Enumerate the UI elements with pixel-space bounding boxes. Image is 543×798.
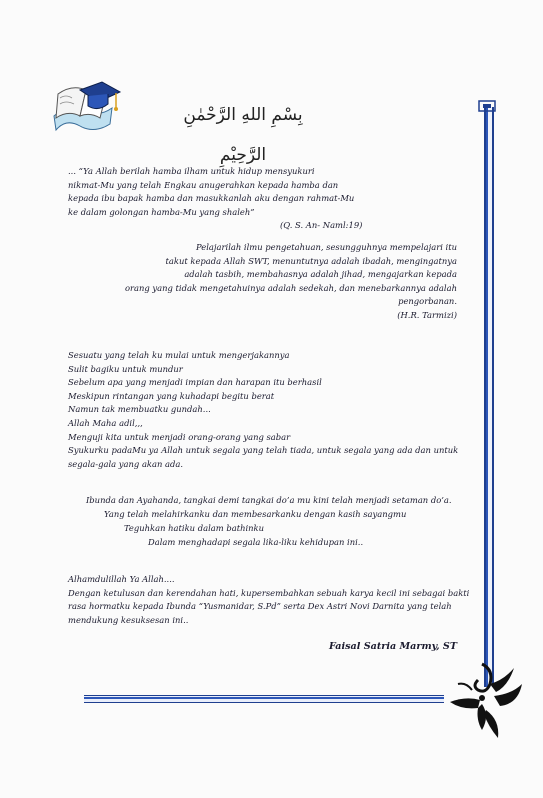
closing-block [68, 573, 469, 627]
poem-line: Namun tak membuatku gundah... [68, 404, 211, 415]
parents-dedication-line: Yang telah melahirkanku dan membesarkanku dengan kasih sayangmu [104, 509, 407, 519]
frame-horizontal-inner-rule [84, 697, 444, 699]
closing-line: Alhamdulillah Ya Allah.... [68, 574, 175, 584]
hadith-line: Pelajarilah ilmu pengetahuan, sesungguhnya mempelajari itu [196, 242, 457, 252]
parents-dedication-line: Teguhkan hatiku dalam bathinku [124, 523, 265, 533]
poem-block [68, 349, 458, 471]
graduation-cap-scroll-icon [50, 72, 122, 142]
poem-line: Meskipun rintangan yang kuhadapi begitu berat [68, 390, 275, 401]
hadith-line: takut kepada Allah SWT, menuntutnya adalah ibadah, mengingatnya [165, 255, 457, 266]
floral-corner-ornament-icon [442, 660, 524, 740]
hadith-line: pengorbanan. [398, 296, 457, 307]
closing-line: mendukung kesuksesan ini.. [68, 614, 189, 625]
poem-line: Syukurku padaMu ya Allah untuk segala yang telah tiada, untuk segala yang ada dan untuk [68, 445, 459, 456]
poem-line: Sebelum apa yang menjadi impian dan harapan itu berhasil [68, 377, 322, 388]
poem-line: Allah Maha adil,,, [68, 417, 143, 428]
verse-source: (Q. S. An- Naml:19) [280, 220, 363, 230]
poem-line: segala-gala yang akan ada. [68, 458, 184, 469]
parents-dedication-line: Dalam menghadapi segala lika-liku kehidupan ini.. [148, 537, 364, 547]
quran-verse [68, 165, 354, 219]
parents-dedication-line: Ibunda dan Ayahanda, tangkai demi tangkai do’a mu kini telah menjadi setaman do’a. [86, 495, 452, 505]
frame-top-knot [477, 99, 497, 113]
closing-line: rasa hormatku kepada Ibunda “Yusmanidar, S.Pd” serta Dex Astri Novi Darnita yang telah [68, 601, 452, 612]
basmalah-calligraphy: بِسْمِ اللهِ الرَّحْمٰنِ الرَّحِيْمِ [183, 105, 303, 165]
hadith-source: (H.R. Tarmizi) [397, 309, 457, 320]
closing-line: Dengan ketulusan dan kerendahan hati, kupersembahkan sebuah karya kecil ini sebagai bakti [68, 587, 470, 598]
verse-line: ke dalam golongan hamba-Mu yang shaleh” [68, 206, 255, 217]
frame-vertical-inner-rule [486, 107, 488, 687]
poem-line: Menguji kita untuk menjadi orang-orang yang sabar [68, 431, 291, 442]
poem-line: Sesuatu yang telah ku mulai untuk mengerjakannya [68, 350, 290, 360]
hadith-line: orang yang tidak mengetahuinya adalah sedekah, dan menebarkannya adalah [124, 282, 457, 293]
poem-line: Sulit bagiku untuk mundur [68, 363, 183, 374]
hadith-quote [125, 241, 457, 323]
author-signature: Faisal Satria Marmy, ST [328, 641, 457, 652]
verse-line: nikmat-Mu yang telah Engkau anugerahkan kepada hamba dan [68, 179, 339, 190]
verse-line: kepada ibu bapak hamba dan masukkanlah aku dengan rahmat-Mu [68, 193, 355, 204]
verse-line: ... “Ya Allah berilah hamba ilham untuk hidup mensyukuri [68, 166, 315, 176]
hadith-line: adalah tasbih, membahasnya adalah jihad, mengajarkan kepada [184, 269, 457, 280]
